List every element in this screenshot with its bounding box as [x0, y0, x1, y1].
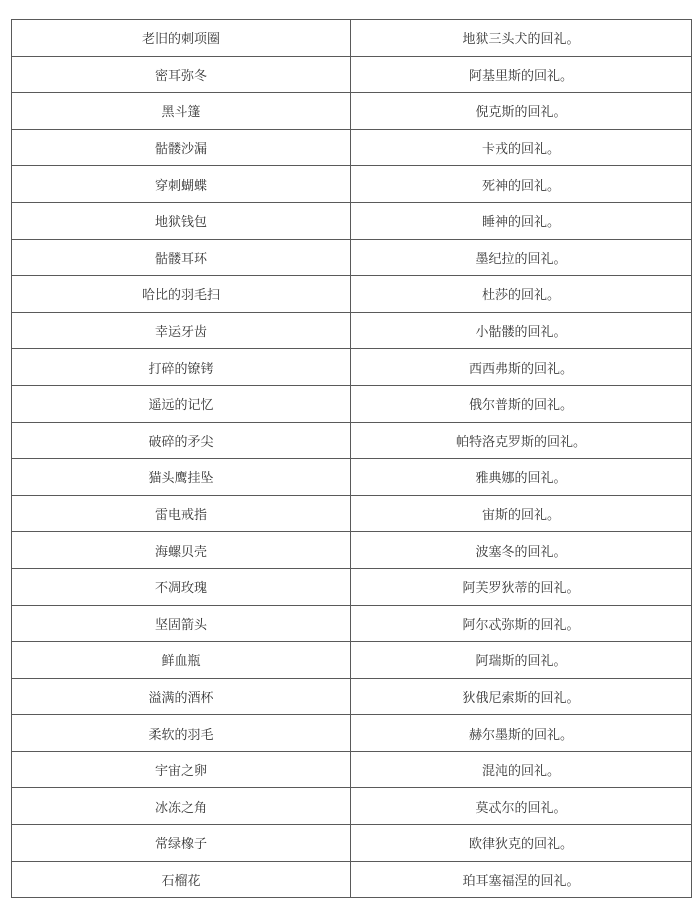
keepsake-name-cell: 老旧的刺项圈: [12, 20, 351, 57]
gift-source-cell: 倪克斯的回礼。: [351, 93, 692, 130]
gift-source-cell: 睡神的回礼。: [351, 202, 692, 239]
keepsake-name-cell: 穿刺蝴蝶: [12, 166, 351, 203]
table-row: [12, 459, 692, 496]
keepsake-name-cell: 打碎的镣铐: [12, 349, 351, 386]
keepsake-name-cell: 柔软的羽毛: [12, 715, 351, 752]
keepsake-name-cell: 遥远的记忆: [12, 385, 351, 422]
keepsake-name-cell: 破碎的矛尖: [12, 422, 351, 459]
keepsake-name-cell: 坚固箭头: [12, 605, 351, 642]
gift-source-cell: 阿尔忒弥斯的回礼。: [351, 605, 692, 642]
keepsake-name-cell: 骷髅沙漏: [12, 129, 351, 166]
gift-source-cell: 西西弗斯的回礼。: [351, 349, 692, 386]
table-row: [12, 825, 692, 862]
gift-source-cell: 小骷髅的回礼。: [351, 312, 692, 349]
table-row: [12, 202, 692, 239]
gift-source-cell: 狄俄尼索斯的回礼。: [351, 678, 692, 715]
table-row: [12, 495, 692, 532]
keepsake-name-cell: 雷电戒指: [12, 495, 351, 532]
keepsake-name-cell: 常绿橡子: [12, 825, 351, 862]
gift-source-cell: 雅典娜的回礼。: [351, 459, 692, 496]
table-row: [12, 239, 692, 276]
table-row: [12, 715, 692, 752]
table-row: [12, 751, 692, 788]
gift-source-cell: 帕特洛克罗斯的回礼。: [351, 422, 692, 459]
gift-source-cell: 阿基里斯的回礼。: [351, 56, 692, 93]
keepsake-name-cell: 骷髅耳环: [12, 239, 351, 276]
table-row: [12, 642, 692, 679]
gift-source-cell: 赫尔墨斯的回礼。: [351, 715, 692, 752]
gift-source-cell: 卡戎的回礼。: [351, 129, 692, 166]
keepsake-name-cell: 黑斗篷: [12, 93, 351, 130]
keepsake-name-cell: 地狱钱包: [12, 202, 351, 239]
gift-source-cell: 阿芙罗狄蒂的回礼。: [351, 568, 692, 605]
keepsake-name-cell: 不凋玫瑰: [12, 568, 351, 605]
gift-source-cell: 地狱三头犬的回礼。: [351, 20, 692, 57]
table-row: [12, 605, 692, 642]
keepsake-name-cell: 幸运牙齿: [12, 312, 351, 349]
gift-table: [11, 19, 692, 898]
table-row: [12, 788, 692, 825]
table-row: [12, 20, 692, 57]
gift-source-cell: 欧律狄克的回礼。: [351, 825, 692, 862]
gift-source-cell: 俄尔普斯的回礼。: [351, 385, 692, 422]
table-row: [12, 349, 692, 386]
table-row: [12, 422, 692, 459]
keepsake-name-cell: 海螺贝壳: [12, 532, 351, 569]
table-row: [12, 532, 692, 569]
gift-source-cell: 混沌的回礼。: [351, 751, 692, 788]
keepsake-name-cell: 密耳弥冬: [12, 56, 351, 93]
gift-source-cell: 宙斯的回礼。: [351, 495, 692, 532]
gift-source-cell: 墨纪拉的回礼。: [351, 239, 692, 276]
table-row: [12, 56, 692, 93]
gift-source-cell: 珀耳塞福涅的回礼。: [351, 861, 692, 898]
gift-source-cell: 杜莎的回礼。: [351, 276, 692, 313]
table-row: [12, 861, 692, 898]
table-row: [12, 385, 692, 422]
table-row: [12, 312, 692, 349]
keepsake-name-cell: 溢满的酒杯: [12, 678, 351, 715]
keepsake-name-cell: 冰冻之角: [12, 788, 351, 825]
table-row: [12, 93, 692, 130]
gift-source-cell: 莫忒尔的回礼。: [351, 788, 692, 825]
table-row: [12, 129, 692, 166]
keepsake-name-cell: 猫头鹰挂坠: [12, 459, 351, 496]
table-row: [12, 568, 692, 605]
gift-table-body: [12, 20, 692, 898]
table-row: [12, 276, 692, 313]
gift-source-cell: 波塞冬的回礼。: [351, 532, 692, 569]
keepsake-name-cell: 宇宙之卵: [12, 751, 351, 788]
gift-source-cell: 死神的回礼。: [351, 166, 692, 203]
table-row: [12, 166, 692, 203]
table-row: [12, 678, 692, 715]
keepsake-name-cell: 哈比的羽毛扫: [12, 276, 351, 313]
gift-source-cell: 阿瑞斯的回礼。: [351, 642, 692, 679]
keepsake-name-cell: 鲜血瓶: [12, 642, 351, 679]
keepsake-name-cell: 石榴花: [12, 861, 351, 898]
